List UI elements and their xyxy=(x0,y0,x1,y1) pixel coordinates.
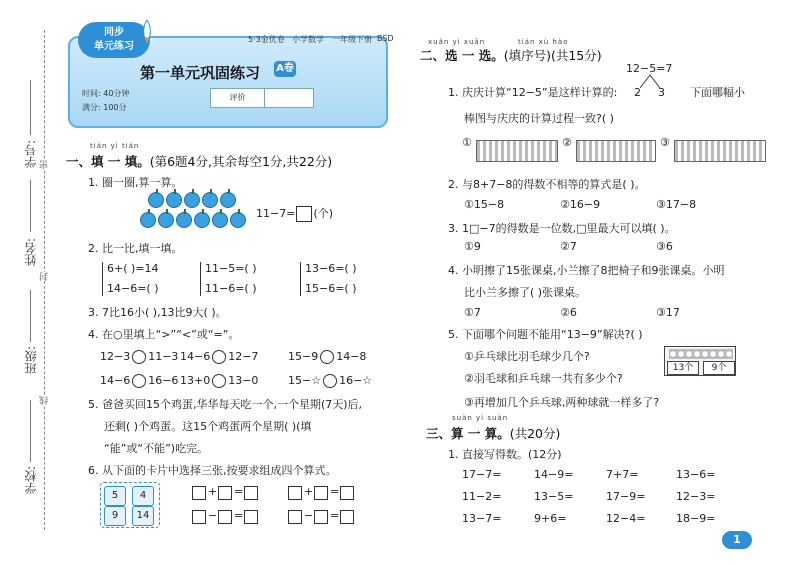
equals-sign: = xyxy=(330,509,340,522)
s2-subtitle: (填序号)(共15分) xyxy=(503,48,602,63)
badge-line2: 单元练习 xyxy=(94,41,134,52)
seal-feng: 封 xyxy=(40,272,50,281)
card-4[interactable]: 14 xyxy=(132,506,154,526)
calc-item[interactable]: 13−5= xyxy=(534,490,574,503)
s1-q2: 2. 比一比,填一填。 xyxy=(88,242,183,255)
s2-title-text: 二、选 一 选。 xyxy=(420,48,504,63)
s3-q1: 1. 直接写得数。(12分) xyxy=(448,448,562,461)
s2-q2-opt2[interactable]: ②16−9 xyxy=(560,198,601,211)
school-label: 学校: xyxy=(24,466,38,495)
compare-circle[interactable] xyxy=(320,350,334,364)
brace-a xyxy=(102,262,106,296)
s2-q3-opt3[interactable]: ③6 xyxy=(656,240,673,253)
compare-pair xyxy=(288,350,366,364)
meta-edition: BSD xyxy=(377,34,394,43)
compare-circle[interactable] xyxy=(323,374,337,388)
s2-q1-line1b: 下面哪幅小 xyxy=(690,86,745,99)
apple-icon xyxy=(212,212,228,228)
operator-sign: − xyxy=(208,509,218,522)
s2-q4-opt2[interactable]: ②6 xyxy=(560,306,577,319)
equation-blank[interactable] xyxy=(192,486,206,500)
compare-circle[interactable] xyxy=(212,350,226,364)
apple-icon xyxy=(220,192,236,208)
page-title: 第一单元巩固练习 xyxy=(140,64,261,82)
rocket-icon xyxy=(140,20,154,44)
compare-circle[interactable] xyxy=(132,374,146,388)
s2-q1-line2: 棒图与庆庆的计算过程一致?( ) xyxy=(464,112,614,125)
compare-left: 14−6 xyxy=(180,350,211,363)
name-label: 姓名: xyxy=(24,238,38,267)
s2-q5-opt1[interactable]: ①乒乓球比羽毛球少几个? xyxy=(464,350,590,363)
apple-icon xyxy=(184,192,200,208)
meta-brand: 5·3金优卷 xyxy=(248,35,285,44)
q2-c1: 13−6=( ) xyxy=(305,262,357,275)
full-score-info: 满分: 100分 xyxy=(82,103,127,112)
compare-left: 13+0 xyxy=(180,374,211,387)
diagram-right: 3 xyxy=(658,86,665,99)
s3-subtitle: (共20分) xyxy=(509,426,561,441)
s2-q2-opt1[interactable]: ①15−8 xyxy=(464,198,505,211)
s2-q2: 2. 与8+7−8的得数不相等的算式是( )。 xyxy=(448,178,646,191)
s1-q5-line3: “能”或“不能”)吃完。 xyxy=(104,442,209,455)
s1-title xyxy=(66,152,332,170)
q1-unit: (个) xyxy=(313,207,334,220)
student-id-label: 学号: xyxy=(24,140,38,169)
apple-icon xyxy=(140,212,156,228)
equation-blank[interactable] xyxy=(192,510,206,524)
compare-pair xyxy=(100,374,178,388)
equals-sign: = xyxy=(234,485,244,498)
stick-opt1-mark[interactable]: ① xyxy=(462,136,472,149)
q2-b2: 11−6=( ) xyxy=(205,282,257,295)
seal-xian: 线 xyxy=(40,396,50,405)
class-line xyxy=(30,290,31,342)
s2-title xyxy=(420,46,602,64)
q2-c2: 15−6=( ) xyxy=(305,282,357,295)
calc-item[interactable]: 12−3= xyxy=(676,490,716,503)
student-id-line xyxy=(30,80,31,135)
badge-line1: 同步 xyxy=(104,27,124,38)
s2-q3-opt1[interactable]: ①9 xyxy=(464,240,481,253)
s1-q5-line1: 5. 爸爸买回15个鸡蛋,华华每天吃一个,一个星期(7天)后, xyxy=(88,398,363,411)
s2-q5: 5. 下面哪个问题不能用“13−9”解决?( ) xyxy=(448,328,643,341)
compare-left: 12−3 xyxy=(100,350,131,363)
stick-option-1[interactable] xyxy=(476,140,558,162)
stick-option-2[interactable] xyxy=(576,140,656,162)
card-1[interactable]: 5 xyxy=(104,486,126,506)
s2-q4-opt3[interactable]: ③17 xyxy=(656,306,680,319)
score-box xyxy=(210,88,314,108)
equation-blank[interactable] xyxy=(244,510,258,524)
apple-icon xyxy=(176,212,192,228)
calc-item[interactable]: 14−9= xyxy=(534,468,574,481)
calc-item[interactable]: 13−6= xyxy=(676,468,716,481)
ball-box xyxy=(664,346,736,376)
s1-q4: 4. 在○里填上“>”“<”或“=”。 xyxy=(88,328,240,341)
compare-right: 13−0 xyxy=(228,374,259,387)
s1-title-text: 一、填 一 填。 xyxy=(66,154,150,169)
apple-icon xyxy=(148,192,164,208)
calc-item[interactable]: 11−2= xyxy=(462,490,502,503)
s1-subtitle: (第6题4分,其余每空1分,共22分) xyxy=(149,154,333,169)
apple-icon xyxy=(202,192,218,208)
name-line xyxy=(30,180,31,232)
equation-blank[interactable] xyxy=(314,486,328,500)
s2-pinyin-a: xuǎn yì xuǎn xyxy=(428,38,486,46)
meta-subject: 小学数学 xyxy=(292,35,324,44)
equation-blank[interactable] xyxy=(288,510,302,524)
s2-q5-opt2[interactable]: ②羽毛球和乒乓球一共有多少个? xyxy=(464,372,623,385)
compare-circle[interactable] xyxy=(132,350,146,364)
s2-q3: 3. 1□−7的得数是一位数,□里最大可以填( )。 xyxy=(448,222,676,235)
s2-q5-opt3[interactable]: ③再增加几个乒乓球,两种球就一样多了? xyxy=(464,396,660,409)
compare-left: 14−6 xyxy=(100,374,131,387)
s2-q3-opt2[interactable]: ②7 xyxy=(560,240,577,253)
s1-q1: 1. 圈一圈,算一算。 xyxy=(88,176,183,189)
calc-item[interactable]: 7+7= xyxy=(606,468,639,481)
compare-right: 16−6 xyxy=(148,374,179,387)
equals-sign: = xyxy=(330,485,340,498)
apple-icon xyxy=(158,212,174,228)
brace-c xyxy=(300,262,304,296)
equals-sign: = xyxy=(234,509,244,522)
card-3[interactable]: 9 xyxy=(104,506,126,526)
s3-title xyxy=(426,424,560,442)
stick-option-3[interactable] xyxy=(674,140,766,162)
equation-blank[interactable] xyxy=(218,486,232,500)
equation-blank[interactable] xyxy=(218,510,232,524)
box-right-label: 9个 xyxy=(703,361,735,375)
s2-q2-opt3[interactable]: ③17−8 xyxy=(656,198,697,211)
seal-mi: 密 xyxy=(40,160,50,169)
q1-eq-text: 11−7= xyxy=(256,207,296,220)
calc-item[interactable]: 18−9= xyxy=(676,512,716,525)
class-label: 班级: xyxy=(24,346,38,375)
brace-b xyxy=(200,262,204,296)
equation-blank[interactable] xyxy=(244,486,258,500)
score-field[interactable] xyxy=(265,89,313,107)
stick-opt2-mark[interactable]: ② xyxy=(562,136,572,149)
compare-circle[interactable] xyxy=(212,374,226,388)
compare-pair xyxy=(180,374,258,388)
stick-opt3-mark[interactable]: ③ xyxy=(660,136,670,149)
compare-left: 15−☆ xyxy=(288,374,322,387)
s1-pinyin: tián yì tián xyxy=(90,142,140,150)
compare-right: 16−☆ xyxy=(339,374,373,387)
s1-q1-equation xyxy=(256,205,333,222)
equation-blank[interactable] xyxy=(314,510,328,524)
diagram-left: 2 xyxy=(634,86,641,99)
page-number: 1 xyxy=(722,531,752,549)
s3-title-text: 三、算 一 算。 xyxy=(426,426,510,441)
s2-q1-line1: 1. 庆庆计算“12−5”是这样计算的: xyxy=(448,86,618,99)
q2-a2: 14−6=( ) xyxy=(107,282,159,295)
calc-item[interactable]: 9+6= xyxy=(534,512,567,525)
meta-grade: 一年级下册 xyxy=(332,35,372,44)
box-left-label: 13个 xyxy=(667,361,699,375)
diagram-top: 12−5=7 xyxy=(626,62,673,75)
score-label: 评价 xyxy=(211,89,265,107)
s2-q4-opt1[interactable]: ①7 xyxy=(464,306,481,319)
s2-q4-line2: 比小兰多擦了( )张课桌。 xyxy=(464,286,587,299)
school-line xyxy=(30,400,31,462)
s1-q6: 6. 从下面的卡片中选择三张,按要求组成四个算式。 xyxy=(88,464,337,477)
compare-right: 14−8 xyxy=(336,350,367,363)
q2-b1: 11−5=( ) xyxy=(205,262,257,275)
compare-right: 12−7 xyxy=(228,350,259,363)
time-info: 时间: 40分钟 xyxy=(82,89,130,98)
calc-item[interactable]: 17−7= xyxy=(462,468,502,481)
s2-q4-line1: 4. 小明擦了15张课桌,小兰擦了8把椅子和9张课桌。小明 xyxy=(448,264,725,277)
card-2[interactable]: 4 xyxy=(132,486,154,506)
compare-pair xyxy=(180,350,258,364)
balls-icon xyxy=(669,349,733,359)
calc-item[interactable]: 17−9= xyxy=(606,490,646,503)
apple-icon xyxy=(166,192,182,208)
operator-sign: − xyxy=(304,509,314,522)
equation-blank[interactable] xyxy=(288,486,302,500)
apple-icon xyxy=(230,212,246,228)
q1-answer-box[interactable] xyxy=(296,206,312,222)
s2-pinyin-b: tián xù hào xyxy=(518,38,569,46)
compare-left: 15−9 xyxy=(288,350,319,363)
equation-blank[interactable] xyxy=(340,486,354,500)
apple-icon xyxy=(194,212,210,228)
version-badge: A卷 xyxy=(274,61,296,77)
q2-a1: 6+( )=14 xyxy=(107,262,159,275)
s3-pinyin: suàn yì suàn xyxy=(452,414,509,422)
operator-sign: + xyxy=(304,485,314,498)
compare-pair xyxy=(288,374,372,388)
compare-right: 11−3 xyxy=(148,350,179,363)
s1-q3: 3. 7比16小( ),13比9大( )。 xyxy=(88,306,227,319)
operator-sign: + xyxy=(208,485,218,498)
calc-item[interactable]: 12−4= xyxy=(606,512,646,525)
equation-blank[interactable] xyxy=(340,510,354,524)
calc-item[interactable]: 13−7= xyxy=(462,512,502,525)
compare-pair xyxy=(100,350,178,364)
s1-q5-line2: 还剩( )个鸡蛋。这15个鸡蛋两个星期( )(填 xyxy=(104,420,312,433)
